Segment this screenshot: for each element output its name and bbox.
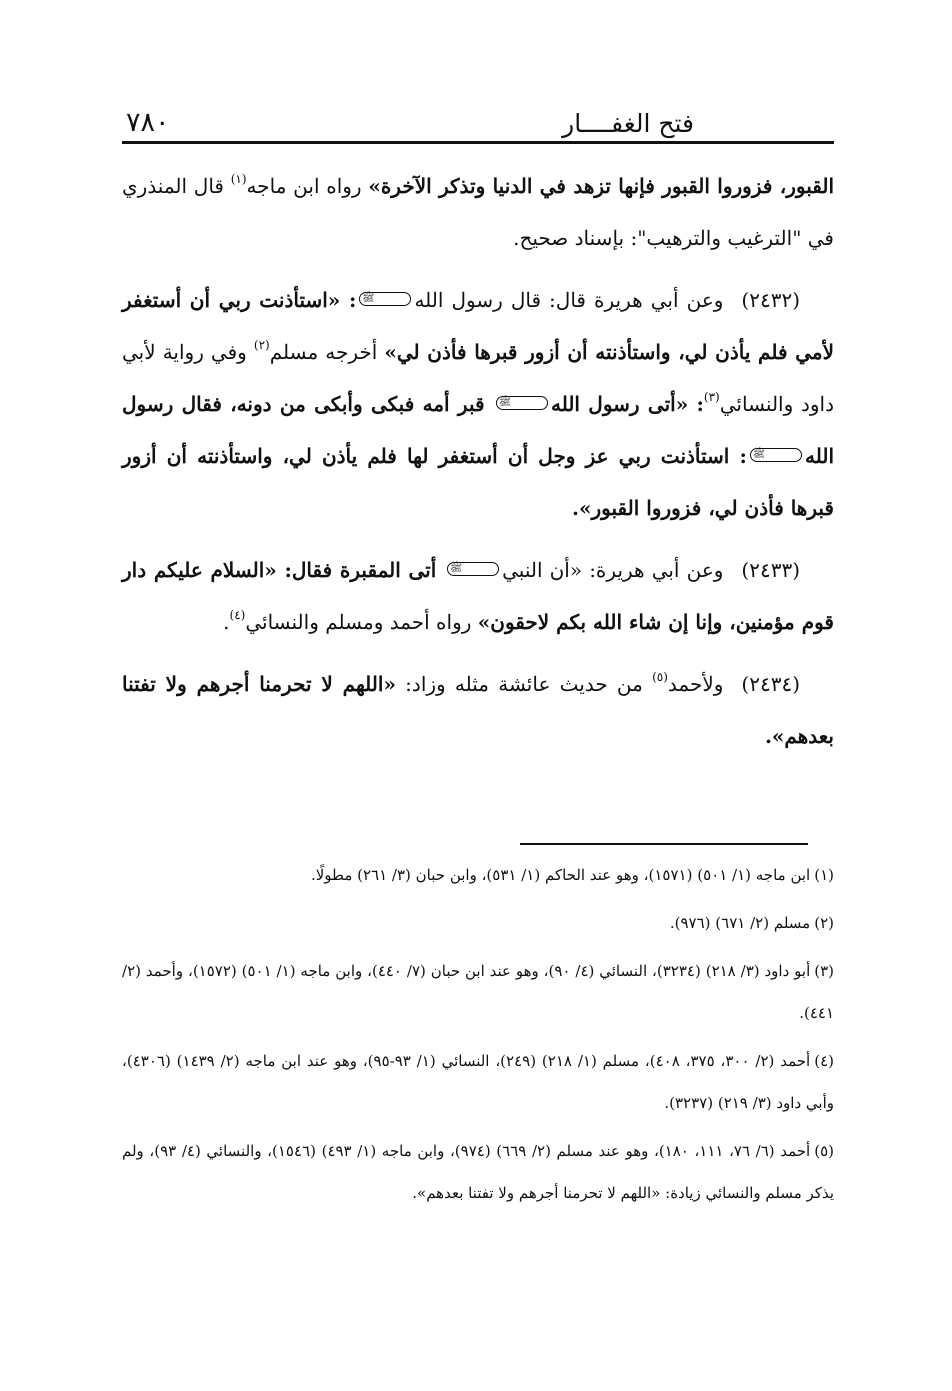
narration-text: وعن أبي هريرة: «أن النبي <box>502 558 724 582</box>
hadith-text: : «أتى رسول الله <box>550 392 704 416</box>
hadith-text: : استأذنت ربي عز وجل أن أستغفر لها فلم يأذن لي، واستأذنته أن أزور قبرها فأذن لي، فزوروا القبور». <box>122 444 834 520</box>
footnote-text: أحمد (٦/ ٧٦، ١١١، ١٨٠)، وهو عند مسلم (٢/ ٦٦٩) (٩٧٤)، وابن ماجه (١/ ٤٩٣) (١٥٤٦)، والنسائي (٤/ ٩٣)، ولم يذكر مسلم والنسائي زيادة: «اللهم لا تحرمنا أجرهم ولا تفتنا بعدهم». <box>122 1142 834 1202</box>
salutation-icon: ﷺ <box>359 292 411 306</box>
footnote-ref-5[interactable]: (٥) <box>652 670 668 684</box>
hadith-number: (٢٤٣٢) <box>741 288 800 312</box>
hadith-text: القبور، فزوروا القبور فإنها تزهد في الدنيا وتذكر الآخرة» <box>368 174 834 198</box>
footnote-text: مسلم (٢/ ٦٧١) (٩٧٦). <box>669 914 811 932</box>
hadith-number: (٢٤٣٣) <box>741 558 801 582</box>
footnote-number: (٥) <box>814 1142 835 1160</box>
footnote-text: أبو داود (٣/ ٢١٨) (٣٢٣٤)، النسائي (٤/ ٩٠)، وهو عند ابن حبان (٧/ ٤٤٠)، وابن ماجه (١/ ٥٠١) (١٥٧٢)، وأحمد (٢/ ٤٤١). <box>122 962 834 1022</box>
header-rule <box>122 141 834 144</box>
footnote-ref-1[interactable]: (١) <box>230 172 247 186</box>
hadith-text: «اللهم لا تحرمنا أجرهم ولا تفتنا بعدهم». <box>122 672 834 748</box>
footnote-5 <box>122 1130 834 1214</box>
footnote-number: (١) <box>814 866 834 884</box>
hadith-2432 <box>122 274 834 534</box>
commentary-text: أخرجه مسلم <box>269 340 385 364</box>
footnote-number: (٢) <box>814 914 834 932</box>
footnote-ref-3[interactable]: (٣) <box>703 390 720 404</box>
hadith-text: قبر أمه فبكى وأبكى من دونه، فقال رسول الله <box>122 392 835 468</box>
commentary-text: قال المنذري في "الترغيب والترهيب": بإسناد صحيح. <box>122 174 834 250</box>
commentary-text: رواه أحمد ومسلم والنسائي <box>245 610 478 634</box>
commentary-text: . <box>223 610 230 634</box>
narration-text: ولأحمد <box>667 672 724 696</box>
footnote-number: (٤) <box>814 1052 834 1070</box>
narration-text: من حديث عائشة مثله وزاد: <box>395 672 653 696</box>
narration-text: وعن أبي هريرة قال: قال رسول الله <box>414 288 724 312</box>
salutation-icon: ﷺ <box>447 562 499 576</box>
hadith-2433 <box>122 544 834 648</box>
commentary-text: رواه ابن ماجه <box>246 174 369 198</box>
footnote-1 <box>122 854 834 896</box>
page-number: ٧٨٠ <box>126 107 170 138</box>
footnote-ref-4[interactable]: (٤) <box>229 608 246 622</box>
footnote-ref-2[interactable]: (٢) <box>253 338 270 352</box>
footnote-text: أحمد (٢/ ٣٠٠، ٣٧٥، ٤٠٨)، مسلم (١/ ٢١٨) (٢٤٩)، النسائي (١/ ٩٣-٩٥)، وهو عند ابن ماجه (٢/ ١٤٣٩) (٤٣٠٦)، وأبي داود (٣/ ٢١٩) (٣٢٣٧). <box>122 1052 834 1112</box>
hadith-text: أتى المقبرة فقال: «السلام عليكم دار قوم مؤمنين، وإنا إن شاء الله بكم لاحقون» <box>122 558 834 634</box>
running-header <box>122 96 834 144</box>
hadith-text: : «استأذنت ربي أن أستغفر لأمي فلم يأذن لي، واستأذنته أن أزور قبرها فأذن لي» <box>122 288 834 364</box>
book-title: فتح الغفــــار <box>562 109 694 138</box>
hadith-2434 <box>122 658 834 762</box>
footnote-separator <box>520 843 808 845</box>
footnotes <box>122 854 834 1220</box>
footnote-2 <box>122 902 834 944</box>
footnote-3 <box>122 950 834 1034</box>
salutation-icon: ﷺ <box>750 448 802 462</box>
footnote-4 <box>122 1040 834 1124</box>
paragraph-continuation <box>122 160 834 264</box>
hadith-number: (٢٤٣٤) <box>741 672 800 696</box>
footnote-text: ابن ماجه (١/ ٥٠١) (١٥٧١)، وهو عند الحاكم (١/ ٥٣١)، وابن حبان (٣/ ٢٦١) مطولًا. <box>310 866 811 884</box>
main-text <box>122 160 834 772</box>
commentary-text: وفي رواية لأبي داود والنسائي <box>122 340 834 416</box>
footnote-number: (٣) <box>814 962 835 980</box>
salutation-icon: ﷺ <box>496 396 548 410</box>
